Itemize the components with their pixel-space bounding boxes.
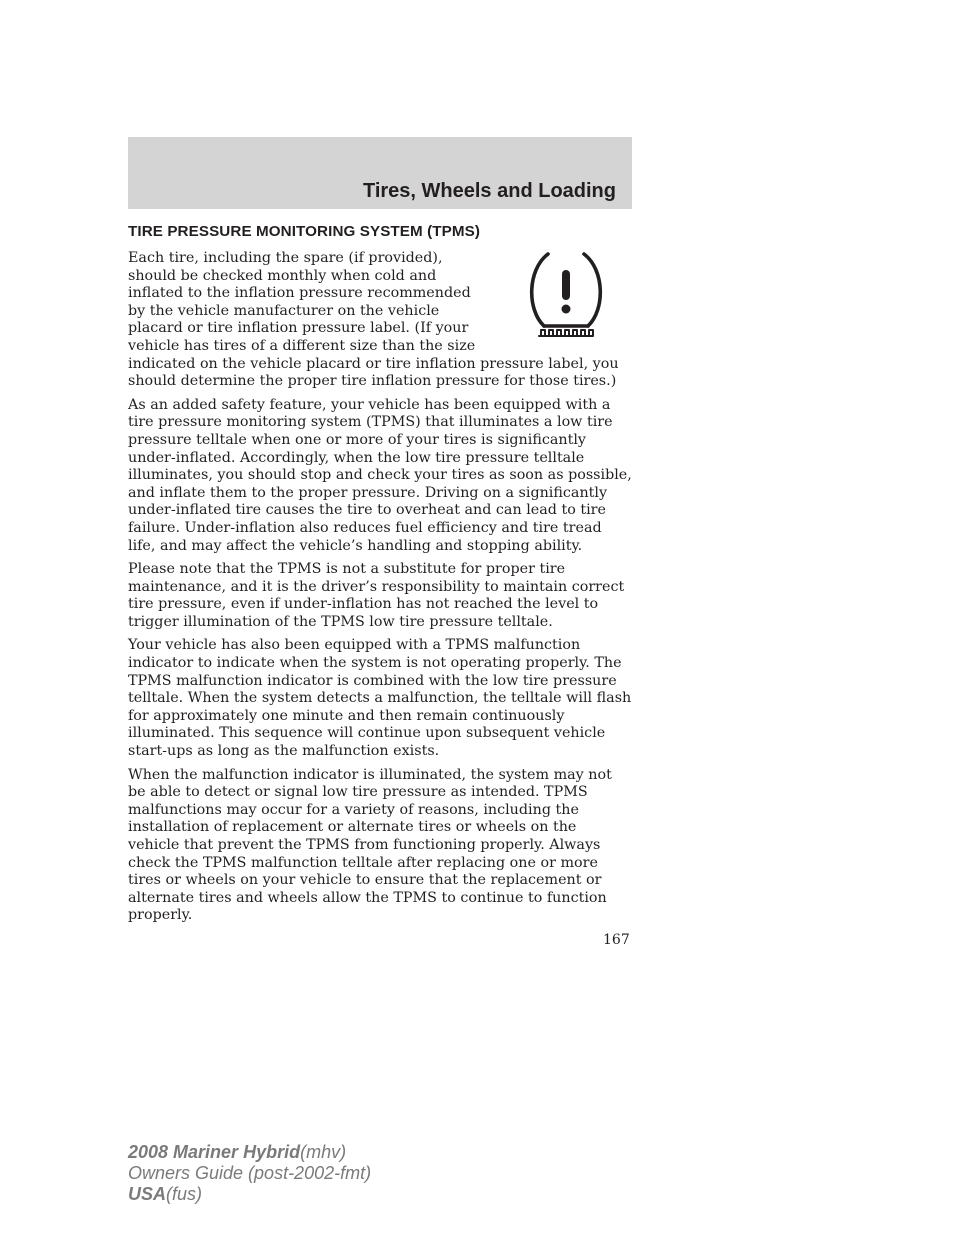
page-content <box>128 222 632 931</box>
chapter-header-band <box>128 137 632 209</box>
paragraph-tire-check: Each tire, including the spare (if provided), should be checked monthly when cold and inflated to the inflation pressure recommended by the vehicle manufacturer on the vehicle placard or tire inflation pressure label. (If your vehicle has tires of a different size than the size indicated on the vehicle placard or tire inflation pressure label, you should determine the proper tire inflation pressure for those tires.) <box>128 250 619 390</box>
footer-model-code: (mhv) <box>300 1142 347 1162</box>
footer-market-code: (fus) <box>166 1184 203 1204</box>
footer-model-name: 2008 Mariner Hybrid <box>128 1142 301 1162</box>
footer-line-model <box>128 1142 371 1163</box>
tire-pressure-warning-icon <box>501 248 631 348</box>
paragraph-malfunction-indicator: Your vehicle has also been equipped with a TPMS malfunction indicator to indicate when the system is not operating properly. The TPMS malfunction indicator is combined with the low tire pressure telltale. When the system detects a malfunction, the telltale will flash for approximately one minute and then remain continuously illuminated. This sequence will continue upon subsequent vehicle start-ups as long as the malfunction exists. <box>128 637 632 760</box>
chapter-title: Tires, Wheels and Loading <box>362 180 616 202</box>
paragraph-tpms-feature: As an added safety feature, your vehicle has been equipped with a tire pressure monitoring system (TPMS) that illuminates a low tire pressure telltale when one or more of your tires is significantly under-inflated. Accordingly, when the low tire pressure telltale illuminates, you should stop and check your tires as soon as possible, and inflate them to the proper pressure. Driving on a significantly under-inflated tire causes the tire to overheat and can lead to tire failure. Under-inflation also reduces fuel efficiency and tire tread life, and may affect the vehicle’s handling and stopping ability. <box>128 396 632 554</box>
document-footer <box>128 1142 371 1205</box>
paragraph-malfunction-causes: When the malfunction indicator is illuminated, the system may not be able to detect or signal low tire pressure as intended. TPMS malfunctions may occur for a variety of reasons, including the installation of replacement or alternate tires or wheels on the vehicle that prevent the TPMS from functioning properly. Always check the TPMS malfunction telltale after replacing one or more tires or wheels on your vehicle to ensure that the replacement or alternate tires and wheels allow the TPMS to continue to function properly. <box>128 766 612 924</box>
footer-guide-format: Owners Guide (post-2002-fmt) <box>128 1163 372 1183</box>
page-number: 167 <box>603 932 630 948</box>
footer-market: USA <box>128 1184 167 1204</box>
section-heading: TIRE PRESSURE MONITORING SYSTEM (TPMS) <box>128 223 481 240</box>
paragraph-tpms-note: Please note that the TPMS is not a substitute for proper tire maintenance, and it is the driver’s responsibility to maintain correct tire pressure, even if under-inflation has not reached the level to trigger illumination of the TPMS low tire pressure telltale. <box>128 561 625 630</box>
footer-line-market <box>128 1184 371 1205</box>
